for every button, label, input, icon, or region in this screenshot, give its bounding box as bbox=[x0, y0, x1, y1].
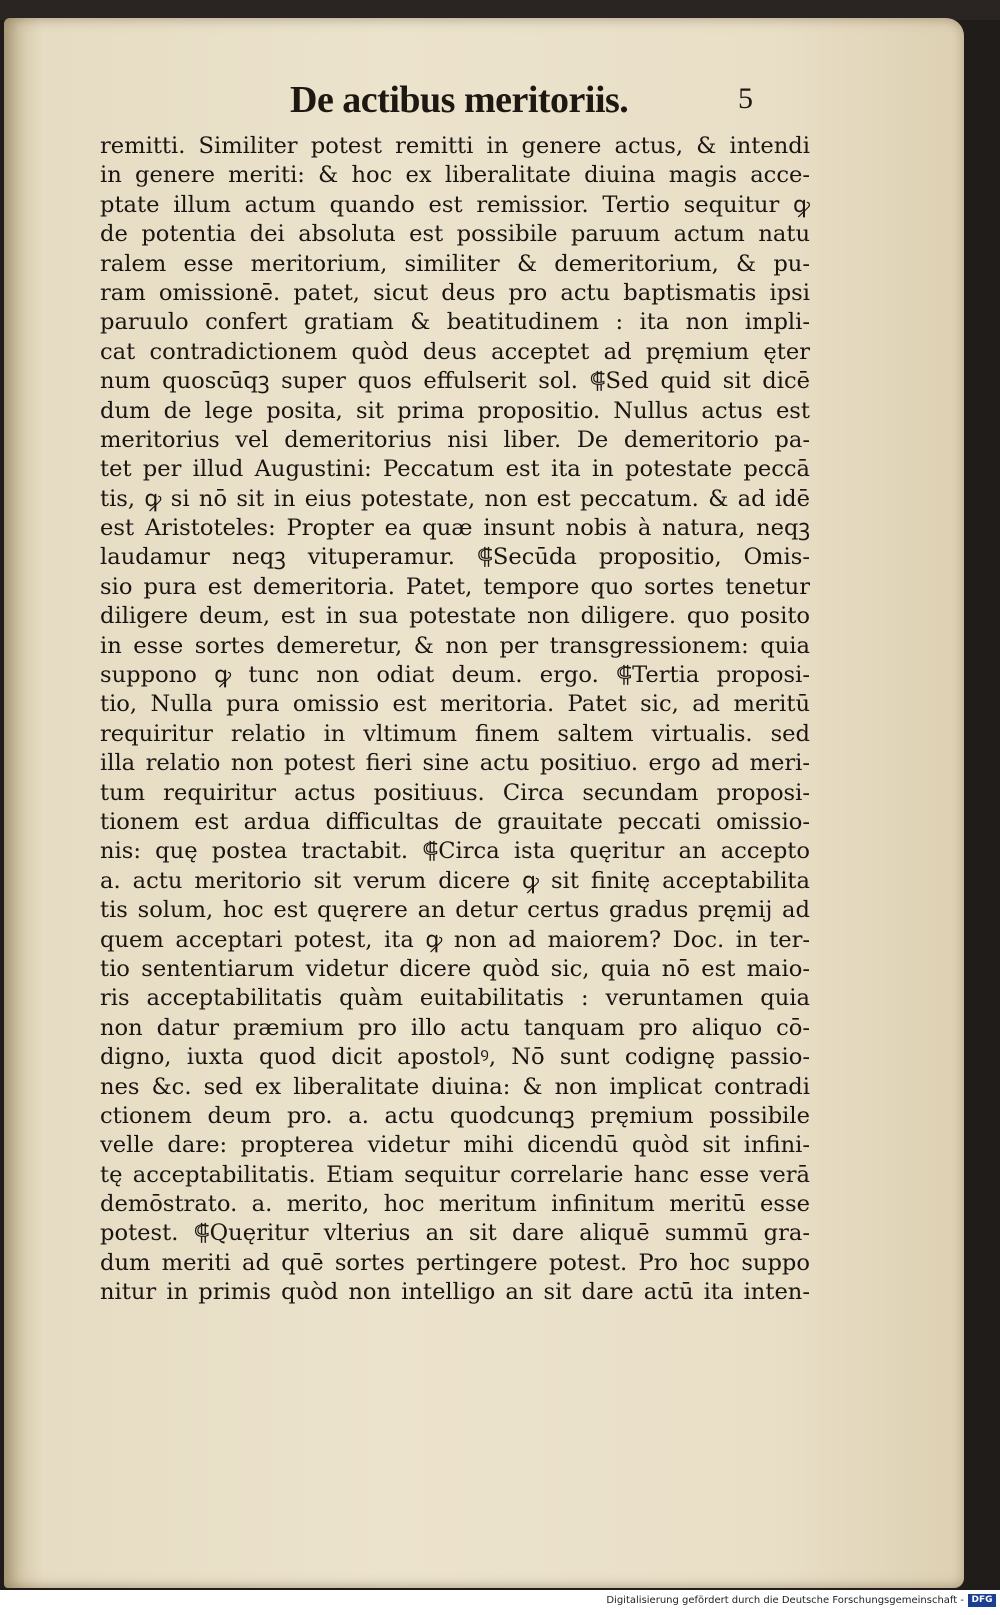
text-line: tis solum, hoc est quęrere an detur certus gradus pręmij ad bbox=[100, 897, 810, 924]
text-line: tum requiritur actus positiuus. Circa secundam proposi- bbox=[100, 779, 810, 806]
text-line: tis, ꝙ si nō sit in eius potestate, non est peccatum. & ad idē bbox=[100, 485, 810, 512]
text-line: est Aristoteles: Propter ea quæ insunt nobis à natura, neqꝫ bbox=[100, 515, 810, 542]
text-line: meritorius vel demeritorius nisi liber. De demeritorio pa- bbox=[100, 426, 810, 453]
text-line: sio pura est demeritoria. Patet, tempore quo sortes tenetur bbox=[100, 573, 810, 600]
text-line: paruulo confert gratiam & beatitudinem : ita non impli- bbox=[100, 309, 810, 336]
text-line: num quoscūqꝫ super quos effulserit sol. ⸿Sed quid sit dicē bbox=[100, 368, 810, 395]
text-line: ris acceptabilitatis quàm euitabilitatis : veruntamen quia bbox=[100, 985, 810, 1012]
page-number: 5 bbox=[738, 82, 753, 115]
text-line: laudamur neqꝫ vituperamur. ⸿Secūda propositio, Omis- bbox=[100, 544, 810, 571]
text-line: velle dare: propterea videtur mihi dicendū quòd sit infini- bbox=[100, 1132, 810, 1159]
text-line: tę acceptabilitatis. Etiam sequitur correlarie hanc esse verā bbox=[100, 1161, 810, 1188]
text-line: requiritur relatio in vltimum finem saltem virtualis. sed bbox=[100, 720, 810, 747]
text-line: potest. ⸿Quęritur vlterius an sit dare aliquē summū gra- bbox=[100, 1220, 810, 1247]
text-line: tio, Nulla pura omissio est meritoria. Patet sic, ad meritū bbox=[100, 691, 810, 718]
text-line: tet per illud Augustini: Peccatum est ita in potestate peccā bbox=[100, 456, 810, 483]
text-line: ptate illum actum quando est remissior. Tertio sequitur ꝙ bbox=[100, 191, 810, 218]
page-header bbox=[290, 78, 810, 126]
text-line: quem acceptari potest, ita ꝙ non ad maiorem? Doc. in ter- bbox=[100, 926, 810, 953]
text-line: de potentia dei absoluta est possibile paruum actum natu bbox=[100, 221, 810, 248]
text-line: tio sententiarum videtur dicere quòd sic, quia nō est maio- bbox=[100, 955, 810, 982]
text-line: cat contradictionem quòd deus acceptet ad pręmium ęter bbox=[100, 338, 810, 365]
text-line: non datur præmium pro illo actu tanquam pro aliquo cō- bbox=[100, 1014, 810, 1041]
text-line: nes &c. sed ex liberalitate diuina: & non implicat contradi bbox=[100, 1073, 810, 1100]
text-line: ralem esse meritorium, similiter & demeritorium, & pu- bbox=[100, 250, 810, 277]
text-line: ram omissionē. patet, sicut deus pro actu baptismatis ipsi bbox=[100, 279, 810, 306]
footer-band bbox=[0, 1590, 1000, 1615]
text-line: ctionem deum pro. a. actu quodcunqꝫ pręmium possibile bbox=[100, 1102, 810, 1129]
text-line: a. actu meritorio sit verum dicere ꝙ sit finitę acceptabilita bbox=[100, 867, 810, 894]
text-line: remitti. Similiter potest remitti in genere actus, & intendi bbox=[100, 133, 810, 159]
text-line: dum de lege posita, sit prima propositio. Nullus actus est bbox=[100, 397, 810, 424]
body-text bbox=[100, 132, 810, 1372]
text-line: in genere meriti: & hoc ex liberalitate diuina magis acce- bbox=[100, 162, 810, 189]
text-line: suppono ꝙ tunc non odiat deum. ergo. ⸿Tertia proposi- bbox=[100, 662, 810, 689]
running-title: De actibus meritoriis. bbox=[290, 79, 629, 121]
dfg-logo: DFG bbox=[968, 1594, 996, 1607]
text-line: dum meriti ad quē sortes pertingere potest. Pro hoc suppo bbox=[100, 1249, 810, 1276]
text-line: diligere deum, est in sua potestate non diligere. quo posito bbox=[100, 603, 810, 630]
text-line: tionem est ardua difficultas de grauitate peccati omissio- bbox=[100, 808, 810, 835]
book-edge bbox=[0, 0, 1000, 20]
text-line: demōstrato. a. merito, hoc meritum infinitum meritū esse bbox=[100, 1191, 810, 1218]
text-line: nis: quę postea tractabit. ⸿Circa ista quęritur an accepto bbox=[100, 838, 810, 865]
text-line: in esse sortes demeretur, & non per transgressionem: quia bbox=[100, 632, 810, 659]
text-line: nitur in primis quòd non intelligo an sit dare actū ita inten- bbox=[100, 1279, 810, 1306]
text-line: illa relatio non potest fieri sine actu positiuo. ergo ad meri- bbox=[100, 750, 810, 777]
text-line: digno, iuxta quod dicit apostolꝰ, Nō sunt codignę passio- bbox=[100, 1044, 810, 1071]
funding-note: Digitalisierung gefördert durch die Deutsche Forschungsgemeinschaft - bbox=[606, 1595, 964, 1606]
